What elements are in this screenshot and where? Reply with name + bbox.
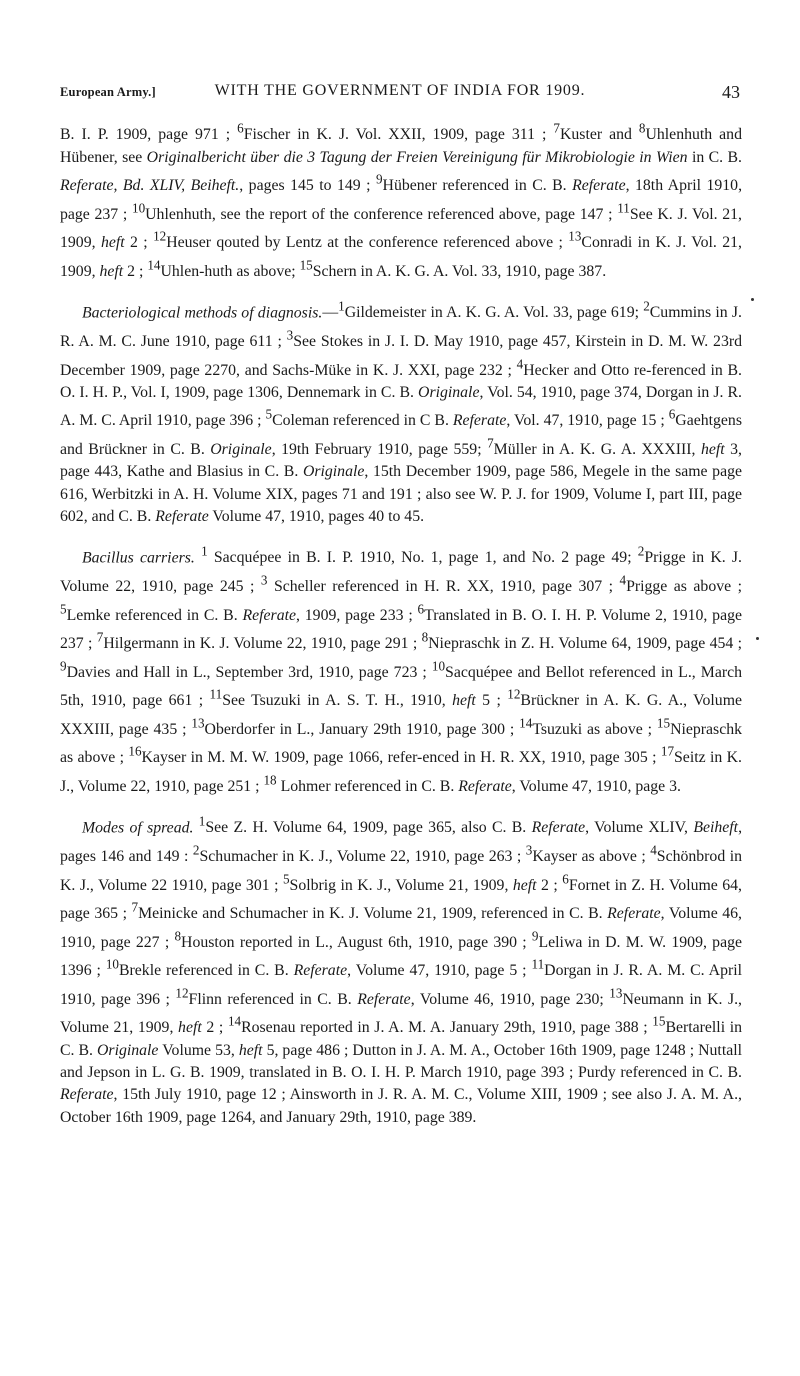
paragraph-body: $^1$See Z. H. Volume 64, 1909, page 365, also C. B. Referate, Volume XLIV, Beiheft, pages 146 and 149 : $^2$Schumacher in K. J., Volume 22, 1910, page 263 ; $^3$Kayser as above ; $^4$Schönbrod in K. J., Volume 22 1910, page 301 ; $^5$Solbrig in K. J., Volume 21, 1909, heft 2 ; $^6$Fornet in Z. H. Volume 64, page 365 ; $^7$Meinicke and Schumacher in K. J. Volume 21, 1909, referenced in C. B. Referate, Volume 46, 1910, page 227 ; $^8$Houston reported in L., August 6th, 1910, page 390 ; $^9$Leliwa in D. M. W. 1909, page 1396 ; $^{10}$Brekle referenced in C. B. Referate, Volume 47, 1910, page 5 ; $^{11}$Dorgan in J. R. A. M. C. April 1910, page 396 ; $^{12}$Flinn referenced in C. B. Referate, Volume 46, 1910, page 230; $^{13}$Neumann in K. J., Volume 21, 1909, heft 2 ; $^{14}$Rosenau reported in J. A. M. A. January 29th, 1910, page 388 ; $^{15}$Bertarelli in C. B. Originale Volume 53, heft 5, page 486 ; Dutton in J. A. M. A., October 16th 1909, page 1248 ; Nuttall and Jepson in L. G. B. 1909, translated in B. O. I. H. P. March 1910, page 393 ; Purdy referenced in C. B. Referate, 15th July 1910, page 12 ; Ainsworth in J. R. A. M. C., Volume XIII, 1909 ; see also J. A. M. A., October 16th 1909, page 1264, and January 29th, 1910, page 389. <box>60 814 743 1126</box>
paragraph-continued <box>60 118 742 283</box>
body-text <box>60 118 742 1129</box>
print-speck <box>751 298 754 301</box>
paragraph-modes-of-spread <box>60 811 742 1129</box>
running-head-section: European Army.] <box>60 85 156 99</box>
paragraph-bacillus-carriers <box>60 541 742 798</box>
paragraph-body: $^1$ Sacquépee in B. I. P. 1910, No. 1, page 1, and No. 2 page 49; $^2$Prigge in K. J. Volume 22, 1910, page 245 ; $^3$ Scheller referenced in H. R. XX, 1910, page 307 ; $^4$Prigge as above ; $^5$Lemke referenced in C. B. Referate, 1909, page 233 ; $^6$Translated in B. O. I. H. P. Volume 2, 1910, page 237 ; $^7$Hilgermann in K. J. Volume 22, 1910, page 291 ; $^8$Niepraschk in Z. H. Volume 64, 1909, page 454 ; $^9$Davies and Hall in L., September 3rd, 1910, page 723 ; $^{10}$Sacquépee and Bellot referenced in L., March 5th, 1910, page 661 ; $^{11}$See Tsuzuki in A. S. T. H., 1910, heft 5 ; $^{12}$Brückner in A. K. G. A., Volume XXXIII, page 435 ; $^{13}$Oberdorfer in L., January 29th 1910, page 300 ; $^{14}$Tsuzuki as above ; $^{15}$Niepraschk as above ; $^{16}$Kayser in M. M. W. 1909, page 1066, refer-enced in H. R. XX, 1910, page 305 ; $^{17}$Seitz in K. J., Volume 22, 1910, page 251 ; $^{18}$ Lohmer referenced in C. B. Referate, Volume 47, 1910, page 3. <box>60 544 743 795</box>
running-head-title: WITH THE GOVERNMENT OF INDIA FOR 1909. <box>214 82 586 99</box>
running-head <box>60 82 740 106</box>
paragraph-body: —$^1$Gildemeister in A. K. G. A. Vol. 33, page 619; $^2$Cummins in J. R. A. M. C. June 1910, page 611 ; $^3$See Stokes in J. I. D. May 1910, page 457, Kirstein in D. M. W. 23rd December 1909, page 2270, and Sachs-Müke in K. J. XXI, page 232 ; $^4$Hecker and Otto re-ferenced in B. O. I. H. P., Vol. I, 1909, page 1306, Dennemark in C. B. Originale, Vol. 54, 1910, page 374, Dorgan in J. R. A. M. C. April 1910, page 396 ; $^5$Coleman referenced in C B. Referate, Vol. 47, 1910, page 15 ; $^6$Gaehtgens and Brückner in C. B. Originale, 19th February 1910, page 559; $^7$Müller in A. K. G. A. XXXIII, heft 3, page 443, Kathe and Blasius in C. B. Originale, 15th December 1909, page 586, Megele in the same page 616, Werbitzki in A. H. Volume XIX, pages 71 and 191 ; also see W. P. J. for 1909, Volume I, part III, page 602, and C. B. Referate Volume 47, 1910, pages 40 to 45. <box>60 299 743 525</box>
paragraph-heading: Modes of spread. <box>82 819 194 837</box>
paragraph-heading: Bacillus carriers. <box>82 549 195 567</box>
paragraph-heading: Bacteriological methods of diagnosis. <box>82 304 323 322</box>
print-speck <box>756 637 759 640</box>
paragraph-body: B. I. P. 1909, page 971 ; $^6$Fischer in K. J. Vol. XXII, 1909, page 311 ; $^7$Kuster and $^8$Uhlenhuth and Hübener, see Originalbericht über die 3 Tagung der Freien Vereinigung für Mikrobiologie in Wien in C. B. Referate, Bd. XLIV, Beiheft., pages 145 to 149 ; $^9$Hübener referenced in C. B. Referate, 18th April 1910, page 237 ; $^{10}$Uhlenhuth, see the report of the conference referenced above, page 147 ; $^{11}$See K. J. Vol. 21, 1909, heft 2 ; $^{12}$Heuser qouted by Lentz at the conference referenced above ; $^{13}$Conradi in K. J. Vol. 21, 1909, heft 2 ; $^{14}$Uhlen-huth as above; $^{15}$Schern in A. K. G. A. Vol. 33, 1910, page 387. <box>60 121 743 280</box>
page-number: 43 <box>722 82 740 102</box>
paragraph-bacteriological-methods <box>60 296 742 528</box>
